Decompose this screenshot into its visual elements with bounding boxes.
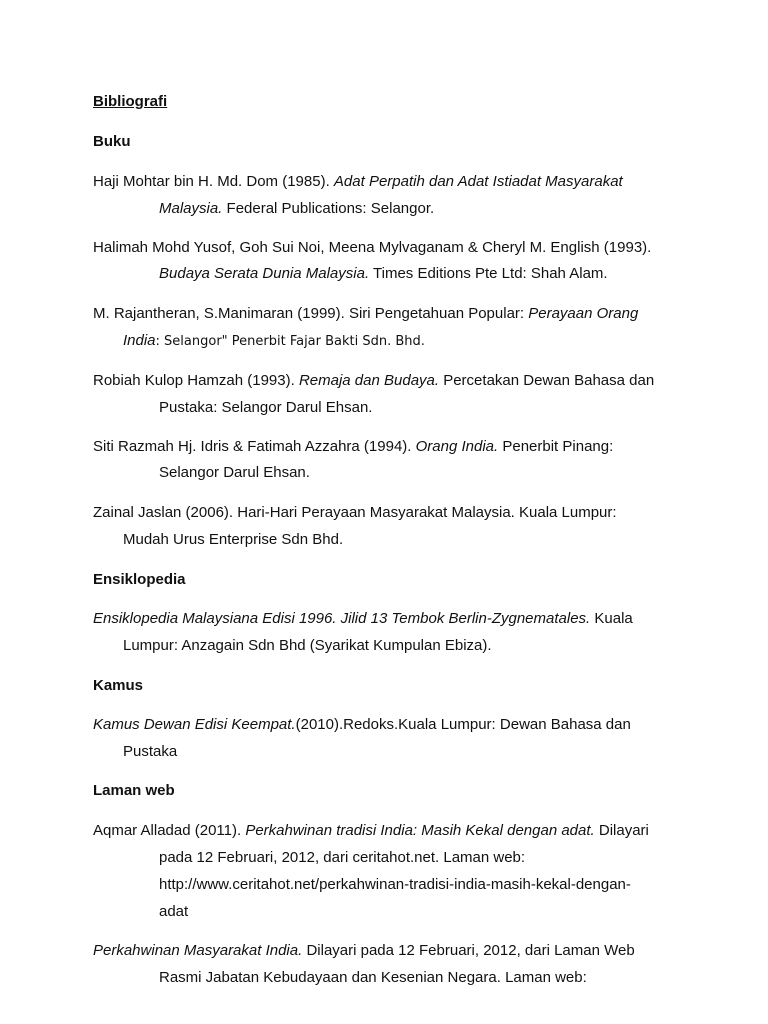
entry-text: M. Rajantheran, S.Manimaran (1999). Siri Pengetahuan Popular: [93, 305, 529, 322]
entry-text: Selangor Darul Ehsan. [159, 464, 310, 481]
entry-text: Pustaka: Selangor Darul Ehsan. [159, 399, 373, 416]
entry-text: Rasmi Jabatan Kebudayaan dan Kesenian Negara. Laman web: [159, 969, 587, 986]
entry-line [93, 715, 631, 735]
entry-title-italic: Perayaan Orang [528, 305, 639, 322]
entry-line [93, 821, 649, 841]
entry-title-italic: India [123, 332, 156, 349]
entry-text: pada 12 Februari, 2012, dari ceritahot.net. Laman web: [159, 849, 526, 866]
section-heading-ensiklopedia: Ensiklopedia [93, 571, 186, 588]
entry-title-italic: Kamus Dewan Edisi Keempat. [93, 716, 296, 733]
entry-line [93, 172, 623, 192]
entry-line [93, 609, 633, 629]
entry-text: Dilayari [594, 822, 649, 839]
section-heading-laman-web: Laman web [93, 782, 175, 799]
entry-line [159, 968, 587, 988]
entry-line [123, 530, 343, 550]
entry-text: Mudah Urus Enterprise Sdn Bhd. [123, 531, 344, 548]
section-heading-kamus: Kamus [93, 677, 144, 694]
entry-line [93, 503, 617, 523]
entry-line [93, 941, 635, 961]
entry-text: Dilayari pada 12 Februari, 2012, dari Laman Web [302, 942, 635, 959]
entry-title-italic: Adat Perpatih dan Adat Istiadat Masyarakat [333, 173, 623, 190]
entry-text: Zainal Jaslan (2006). Hari-Hari Perayaan Masyarakat Malaysia. Kuala Lumpur: [93, 504, 617, 521]
entry-title-italic: Perkahwinan Masyarakat India. [93, 942, 303, 959]
entry-title-italic: Malaysia. [159, 200, 223, 217]
entry-text: : Selangor" Penerbit Fajar Bakti Sdn. Bhd. [155, 334, 425, 349]
entry-text: Percetakan Dewan Bahasa dan [439, 372, 655, 389]
entry-line [159, 875, 631, 895]
entry-line [159, 463, 310, 483]
entry-url: http://www.ceritahot.net/perkahwinan-tradisi-india-masih-kekal-dengan- [159, 876, 631, 893]
entry-line [93, 371, 654, 391]
entry-text: Lumpur: Anzagain Sdn Bhd (Syarikat Kumpulan Ebiza). [123, 637, 492, 654]
entry-line [159, 264, 608, 284]
entry-title-italic: Orang India. [415, 438, 499, 455]
entry-line [93, 238, 651, 258]
entry-text: Pustaka [123, 743, 178, 760]
entry-title-italic: Perkahwinan tradisi India: Masih Kekal dengan adat. [245, 822, 595, 839]
entry-text: Times Editions Pte Ltd: Shah Alam. [369, 265, 608, 282]
entry-text: Penerbit Pinang: [498, 438, 614, 455]
entry-title-italic: Remaja dan Budaya. [298, 372, 440, 389]
entry-text: Aqmar Alladad (2011). [93, 822, 246, 839]
entry-text: Federal Publications: Selangor. [222, 200, 435, 217]
entry-line [159, 398, 372, 418]
entry-line [159, 848, 525, 868]
entry-text: Robiah Kulop Hamzah (1993). [93, 372, 299, 389]
entry-text: (2010).Redoks.Kuala Lumpur: Dewan Bahasa dan [295, 716, 631, 733]
entry-line [159, 199, 434, 219]
entry-line [93, 304, 638, 324]
entry-line [123, 742, 177, 762]
entry-title-italic: Budaya Serata Dunia Malaysia. [159, 265, 370, 282]
entry-title-italic: Ensiklopedia Malaysiana Edisi 1996. Jilid 13 Tembok Berlin-Zygnematales. [93, 610, 591, 627]
entry-url: adat [159, 903, 189, 920]
entry-text: Halimah Mohd Yusof, Goh Sui Noi, Meena Mylvaganam & Cheryl M. English (1993). [93, 239, 652, 256]
entry-text: Siti Razmah Hj. Idris & Fatimah Azzahra (1994). [93, 438, 416, 455]
entry-line [93, 437, 613, 457]
section-heading-buku: Buku [93, 133, 131, 150]
entry-line [123, 331, 425, 352]
entry-line [123, 636, 492, 656]
document-title: Bibliografi [93, 93, 168, 110]
entry-line [159, 902, 188, 922]
entry-text: Haji Mohtar bin H. Md. Dom (1985). [93, 173, 334, 190]
entry-text: Kuala [590, 610, 633, 627]
